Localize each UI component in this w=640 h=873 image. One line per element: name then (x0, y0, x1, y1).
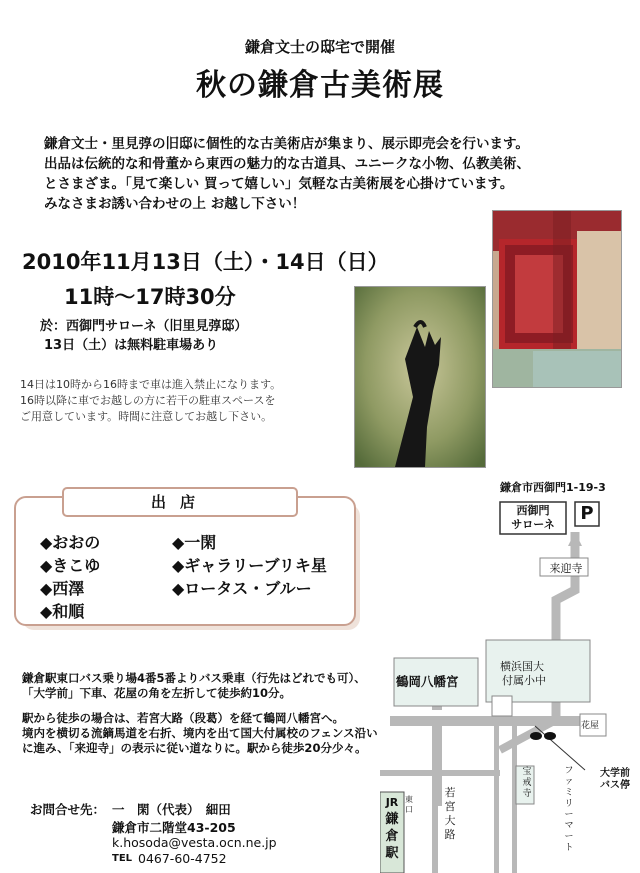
intro-paragraph (44, 134, 604, 214)
event-time: 11時～17時30分 (64, 285, 236, 309)
contact-tel: 0467-60-4752 (138, 851, 227, 866)
bus-stop-marker (530, 732, 542, 740)
textile-photo (492, 210, 622, 388)
exhibitor-name: ◆一閑 (172, 533, 217, 552)
contact-name: 一 閑（代表） 細田 (112, 802, 231, 817)
intro-line: 鎌倉文士・里見弴の旧邸に個性的な古美術店が集まり、展示即売会を行います。 (44, 136, 529, 152)
access-line: 駅から徒歩の場合は、若宮大路（段葛）を経て鶴岡八幡宮へ。 (22, 711, 344, 725)
east-exit-label: 東 口 (405, 795, 413, 814)
hokaiji-label: 宝 戒 寺 (522, 767, 532, 799)
familymart-label: ファ ミ リー マー ト (564, 766, 574, 853)
salone-label: 西御門 サローネ (511, 504, 555, 531)
contact-email[interactable]: k.hosoda@vesta.ocn.ne.jp (112, 835, 277, 850)
access-line: に進み、「来迎寺」の表示に従い道なりに。駅から徒歩20分少々。 (22, 741, 367, 755)
exhibitor-name: ◆ギャラリーブリキ星 (172, 556, 327, 575)
event-date: 2010年11月13日（土）・14日（日） (22, 250, 389, 274)
raigoji-label: 来迎寺 (549, 562, 583, 575)
event-venue: 於：西御門サローネ（旧里見弴邸） (40, 319, 248, 334)
exhibitor-heading: 出店 (62, 487, 298, 517)
exhibitor-name: ◆おおの (40, 533, 101, 552)
contact-label: お問合せ先： (30, 802, 106, 817)
traffic-notice (20, 377, 281, 425)
yokohama-school-label: 横浜国大 付属小中 (500, 660, 546, 687)
access-line: 「大学前」下車、花屋の角を左折して徒歩約10分。 (22, 686, 292, 700)
intro-line: 出品は伝統的な和骨董から東西の魅力的な古道具、ユニークな小物、仏教美術、 (44, 156, 530, 172)
access-line: 鎌倉駅東口バス乗り場4番5番よりバス乗車（行先はどれでも可）、 (22, 671, 366, 685)
notice-line: 16時以降に車でお越しの方に若干の駐車スペースを (20, 394, 276, 407)
map-address: 鎌倉市西御門1-19-3 (500, 481, 606, 494)
contact-tel-label: TEL (112, 853, 133, 864)
notice-line: ご用意しています。時間に注意してお越し下さい。 (20, 410, 273, 423)
contact-address: 鎌倉市二階堂43-205 (112, 820, 236, 835)
parking-info: 13日（土）は無料駐車場あり (44, 338, 219, 353)
hand-photo (354, 286, 486, 468)
access-line: 境内を横切る流鏑馬道を右折、境内を出て国大付属校のフェンス沿い (22, 726, 378, 740)
wakamiya-label: 若 宮 大 路 (444, 786, 456, 841)
bus-stop-label: 大学前 バス停 (600, 768, 630, 791)
exhibitor-name: ◆和順 (40, 602, 85, 621)
access-directions (22, 671, 392, 756)
notice-line: 14日は10時から16時まで車は進入禁止になります。 (20, 378, 282, 391)
intro-line: とさまざま。「見て楽しい 買って嬉しい」気軽な古美術展を心掛けています。 (44, 176, 514, 192)
intro-line: みなさまお誘い合わせの上 お越し下さい！ (44, 196, 306, 212)
exhibitor-name: ◆きこゆ (40, 556, 101, 575)
exhibitor-name: ◆西澤 (40, 579, 85, 598)
bus-stop-marker (544, 732, 556, 740)
exhibitor-name: ◆ロータス・ブルー (172, 579, 312, 598)
parking-sign-label: P (580, 503, 594, 524)
event-subtitle: 鎌倉文士の邸宅で開催 (244, 38, 395, 56)
event-title: 秋の鎌倉古美術展 (196, 68, 444, 103)
hachimangu-label: 鶴岡八幡宮 (396, 674, 459, 689)
station-label: JR 鎌 倉 駅 (385, 796, 399, 861)
hanaya-label: 花屋 (581, 721, 600, 731)
